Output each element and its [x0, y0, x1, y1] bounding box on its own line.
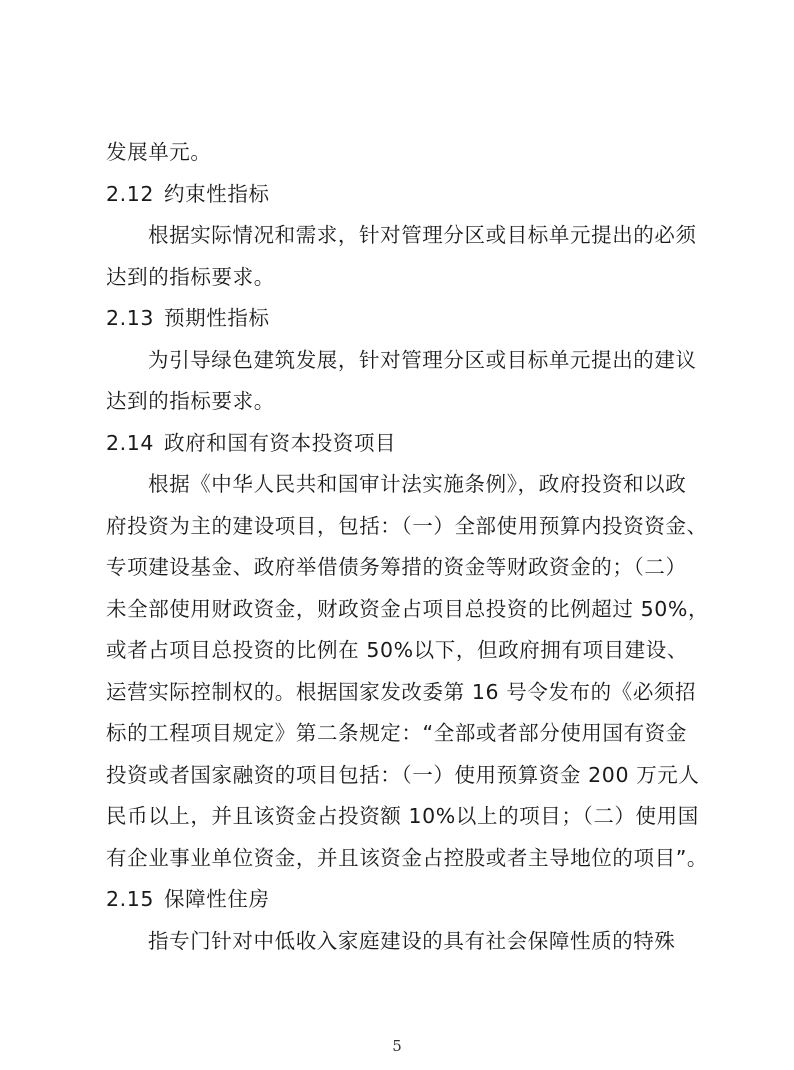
body-line: 或者占项目总投资的比例在 50%以下，但政府拥有项目建设、 — [106, 638, 688, 662]
body-line: 运营实际控制权的。根据国家发改委第 16 号令发布的《必须招 — [106, 679, 697, 704]
paragraph-first-line: 为引导绿色建筑发展，针对管理分区或目标单元提出的建议 — [148, 347, 697, 372]
section-number: 2.14 — [106, 430, 155, 455]
section-number: 2.13 — [106, 306, 155, 330]
section-number: 2.15 — [106, 887, 155, 911]
body-line: 专项建设基金、政府举借债务筹措的资金等财政资金的；（二） — [106, 555, 687, 579]
body-line: 达到的指标要求。 — [106, 389, 275, 413]
section-heading-2-14 — [106, 423, 696, 465]
body-line: 有企业事业单位资金，并且该资金占控股或者主导地位的项目”。 — [106, 845, 709, 870]
section-title: 保障性住房 — [164, 887, 270, 911]
section-title: 约束性指标 — [164, 181, 270, 206]
section-heading-2-15 — [106, 879, 696, 921]
body-line: 府投资为主的建设项目，包括：（一）全部使用预算内投资资金、 — [106, 513, 708, 538]
paragraph-first-line: 指专门针对中低收入家庭建设的具有社会保障性质的特殊 — [148, 928, 676, 953]
document-body — [106, 132, 710, 962]
body-line: 未全部使用财政资金，财政资金占项目总投资的比例超过 50%， — [106, 596, 710, 621]
body-line: 达到的指标要求。 — [106, 264, 275, 289]
body-line: 投资或者国家融资的项目包括：（一）使用预算资金 200 万元人 — [106, 762, 700, 787]
body-line: 发展单元。 — [106, 140, 212, 164]
section-number: 2.12 — [106, 181, 155, 206]
paragraph-first-line: 根据《中华人民共和国审计法实施条例》，政府投资和以政 — [148, 472, 687, 496]
body-line: 民币以上，并且该资金占投资额 10%以上的项目；（二）使用国 — [106, 804, 699, 828]
body-line: 标的工程项目规定》第二条规定：“全部或者部分使用国有资金 — [106, 721, 687, 745]
section-title: 预期性指标 — [164, 306, 270, 330]
paragraph-first-line: 根据实际情况和需求，针对管理分区或目标单元提出的必须 — [148, 223, 697, 247]
section-heading-2-13 — [106, 298, 696, 340]
section-heading-2-12 — [106, 174, 696, 216]
page-number: 5 — [392, 1037, 402, 1055]
section-title: 政府和国有资本投资项目 — [164, 430, 397, 455]
